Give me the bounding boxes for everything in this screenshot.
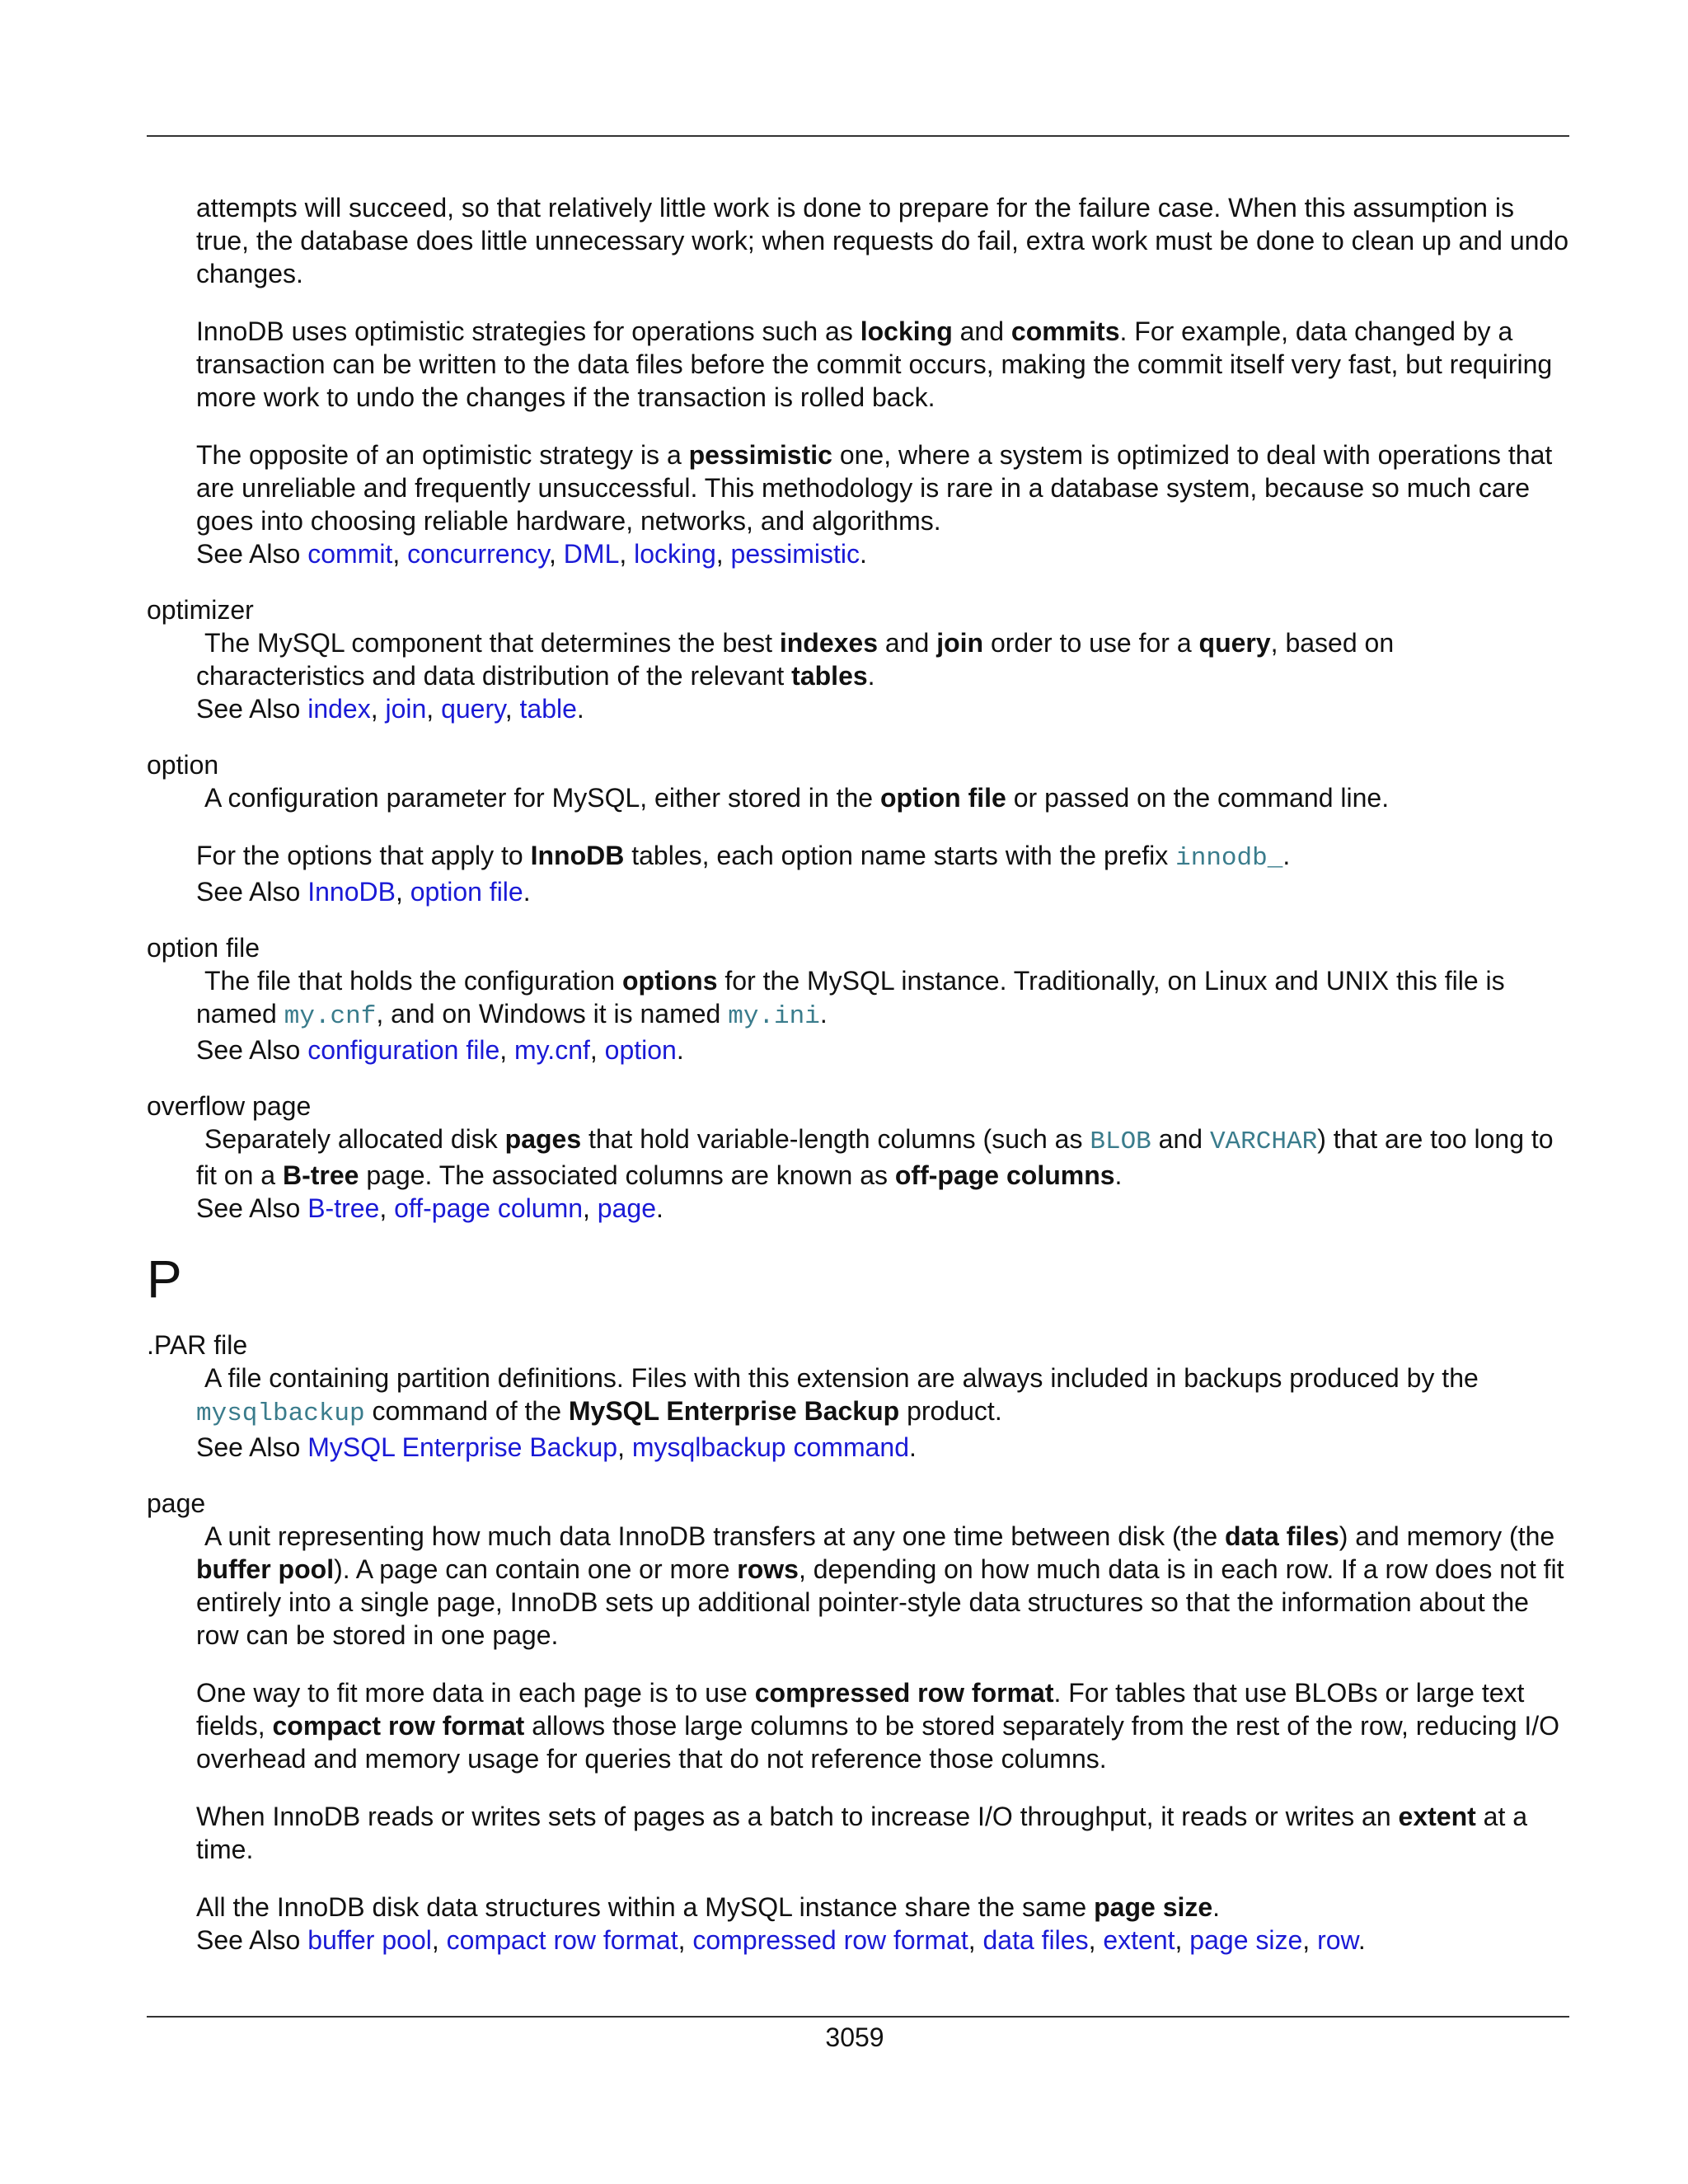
link-page[interactable]: page [597,1193,656,1223]
see-also-optimizer: See Also index, join, query, table. [196,694,584,724]
term-par-file: .PAR file [147,1330,248,1360]
link-configuration-file[interactable]: configuration file [307,1035,500,1065]
definition-option: A configuration parameter for MySQL, either stored in the option file or passed on the command line. [204,783,1390,813]
definition-overflow-page: Separately allocated disk pages that hold variable-length columns (such as BLOB and VARCHAR) that are too long to fit on a B-tree page. The associated columns are known as off-page columns. [196,1124,1554,1190]
glossary-content [147,191,1569,1957]
definition-par-file: A file containing partition definitions. Files with this extension are always included in backups produced by the mysqlbackup command of the MySQL Enterprise Backup product. [196,1363,1479,1428]
link-my-cnf[interactable]: my.cnf [514,1035,590,1065]
link-index[interactable]: index [307,694,371,724]
link-extent[interactable]: extent [1103,1925,1175,1955]
link-query[interactable]: query [441,694,505,724]
term-option: option [147,750,219,780]
term-page: page [147,1488,206,1518]
link-compressed-row-format[interactable]: compressed row format [692,1925,968,1955]
intro-paragraph-1: attempts will succeed, so that relatively little work is done to prepare for the failure case. When this assumption is true, the database does little unnecessary work; when requests do fail, extra work must be done to clean up and undo changes. [196,193,1568,288]
link-locking[interactable]: locking [634,539,716,569]
link-compact-row-format[interactable]: compact row format [446,1925,678,1955]
intro-paragraph-3: The opposite of an optimistic strategy is a pessimistic one, where a system is optimized to deal with operations that are unreliable and frequently unsuccessful. This methodology is rare in a database system, because so much care goes into choosing reliable hardware, networks, and algorithms. [196,440,1553,536]
term-optimizer: optimizer [147,595,254,625]
link-innodb[interactable]: InnoDB [307,877,396,907]
definition-page: A unit representing how much data InnoDB transfers at any one time between disk (the data files) and memory (the buffer pool). A page can contain one or more rows, depending on how much data is in each row. If a row does not fit entirely into a single page, InnoDB sets up additional pointer-style data structures so that the information about the row can be stored in one page. [196,1521,1564,1650]
see-also-optimistic: See Also commit, concurrency, DML, locking, pessimistic. [196,539,867,569]
see-also-page: See Also buffer pool, compact row format, compressed row format, data files, extent, page size, row. [196,1925,1366,1955]
link-page-size[interactable]: page size [1189,1925,1303,1955]
header-rule [147,135,1569,137]
entry-optimizer [147,593,1569,725]
link-concurrency[interactable]: concurrency [407,539,550,569]
definition-page-3: When InnoDB reads or writes sets of pages as a batch to increase I/O throughput, it reads or writes an extent at a time. [196,1802,1528,1864]
page-number: 3059 [825,2022,884,2052]
see-also-option: See Also InnoDB, option file. [196,877,531,907]
see-also-overflow-page: See Also B-tree, off-page column, page. [196,1193,663,1223]
entry-option [147,748,1569,908]
link-option-file[interactable]: option file [410,877,523,907]
definition-option-2: For the options that apply to InnoDB tables, each option name starts with the prefix innodb_. [196,841,1291,873]
link-pessimistic[interactable]: pessimistic [730,539,860,569]
section-letter-heading: P [147,1249,182,1309]
link-table[interactable]: table [519,694,577,724]
definition-optimizer: The MySQL component that determines the best indexes and join order to use for a query, based on characteristics and data distribution of the relevant tables. [196,628,1395,691]
term-option-file: option file [147,933,260,963]
entry-overflow-page [147,1090,1569,1225]
definition-page-2: One way to fit more data in each page is to use compressed row format. For tables that use BLOBs or large text fields, compact row format allows those large columns to be stored separately from the rest of the row, reducing I/O overhead and memory usage for queries that do not reference those columns. [196,1678,1560,1774]
see-also-option-file: See Also configuration file, my.cnf, option. [196,1035,684,1065]
link-data-files[interactable]: data files [982,1925,1089,1955]
link-buffer-pool[interactable]: buffer pool [307,1925,432,1955]
link-row[interactable]: row [1317,1925,1358,1955]
link-commit[interactable]: commit [307,539,393,569]
term-overflow-page: overflow page [147,1091,312,1121]
link-mysqlbackup-command[interactable]: mysqlbackup command [631,1432,909,1462]
definition-page-4: All the InnoDB disk data structures within a MySQL instance share the same page size. [196,1892,1221,1922]
link-option[interactable]: option [604,1035,677,1065]
intro-paragraph-2: InnoDB uses optimistic strategies for operations such as locking and commits. For example, data changed by a transaction can be written to the data files before the commit occurs, making the commit itself very fast, but requiring more work to undo the changes if the transaction is rolled back. [196,316,1553,412]
entry-option-file [147,931,1569,1066]
link-dml[interactable]: DML [563,539,620,569]
entry-page [147,1487,1569,1957]
link-off-page-column[interactable]: off-page column [394,1193,584,1223]
link-join[interactable]: join [385,694,427,724]
link-b-tree[interactable]: B-tree [307,1193,380,1223]
see-also-par-file: See Also MySQL Enterprise Backup, mysqlbackup command. [196,1432,917,1462]
definition-option-file: The file that holds the configuration options for the MySQL instance. Traditionally, on Linux and UNIX this file is named my.cnf, and on Windows it is named my.ini. [196,966,1505,1031]
entry-par-file [147,1329,1569,1464]
footer-rule [147,2016,1569,2018]
link-mysql-enterprise-backup[interactable]: MySQL Enterprise Backup [307,1432,618,1462]
